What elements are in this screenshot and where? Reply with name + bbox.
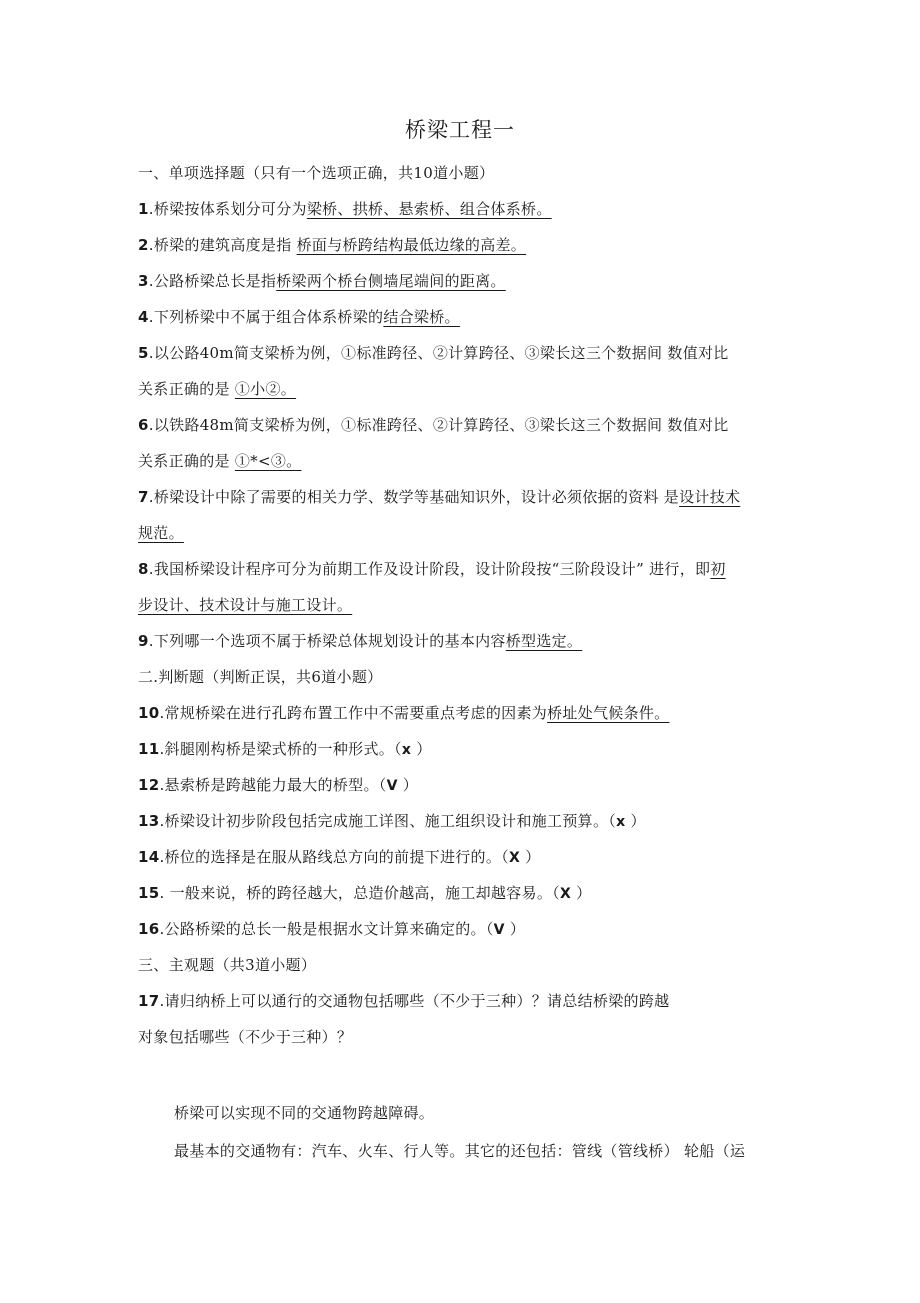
answer-paragraph-2: 最基本的交通物有：汽车、火车、行人等。其它的还包括：管线（管线桥） 轮船（运 bbox=[174, 1142, 746, 1160]
answer-text: 规范。 bbox=[138, 524, 184, 542]
answer-text: 结合梁桥。 bbox=[383, 308, 460, 326]
question-13 bbox=[138, 810, 646, 831]
question-number: 6 bbox=[138, 416, 149, 434]
question-5-line-1 bbox=[138, 342, 729, 363]
question-15 bbox=[138, 882, 591, 903]
answer-text: 桥型选定。 bbox=[505, 632, 583, 650]
question-text: 关系正确的是 bbox=[138, 380, 235, 398]
question-number: 9 bbox=[138, 632, 149, 650]
closing-paren: ） bbox=[625, 812, 646, 830]
answer-text: 梁桥、拱桥、悬索桥、组合体系桥。 bbox=[306, 200, 552, 218]
question-text: .以公路40m简支梁桥为例，①标准跨径、②计算跨径、③梁长这三个数据间 数值对比 bbox=[148, 344, 729, 362]
question-text: .桥位的选择是在服从路线总方向的前提下进行的。（ bbox=[159, 848, 509, 866]
question-number: 14 bbox=[138, 848, 160, 866]
question-text: .悬索桥是跨越能力最大的桥型。（ bbox=[159, 776, 387, 794]
question-text: .斜腿刚构桥是梁式桥的一种形式。（ bbox=[159, 740, 402, 758]
question-text: .桥梁设计中除了需要的相关力学、数学等基础知识外，设计必须依据的资料 是 bbox=[148, 488, 680, 506]
question-text: .常规桥梁在进行孔跨布置工作中不需要重点考虑的因素为 bbox=[159, 704, 548, 722]
question-text: .下列桥梁中不属于组合体系桥梁的 bbox=[148, 308, 384, 326]
question-text: .我国桥梁设计程序可分为前期工作及设计阶段，设计阶段按“三阶段设计” 进行，即 bbox=[148, 560, 711, 578]
question-number: 15 bbox=[138, 884, 160, 902]
question-text: .公路桥梁总长是指 bbox=[148, 272, 277, 290]
answer-mark: x bbox=[616, 814, 626, 830]
answer-mark: x bbox=[401, 742, 412, 758]
question-number: 4 bbox=[138, 308, 149, 326]
closing-paren: ） bbox=[504, 920, 526, 938]
question-text: .桥梁按体系划分可分为 bbox=[148, 200, 307, 218]
question-number: 11 bbox=[138, 740, 160, 758]
closing-paren: ） bbox=[520, 848, 541, 866]
question-17-line-1 bbox=[138, 990, 669, 1011]
question-text: 对象包括哪些（不少于三种）？ bbox=[138, 1028, 353, 1046]
question-number: 2 bbox=[138, 236, 149, 254]
answer-mark: X bbox=[559, 886, 572, 902]
question-text: .请归纳桥上可以通行的交通物包括哪些（不少于三种）？请总结桥梁的跨越 bbox=[159, 992, 670, 1010]
question-number: 13 bbox=[138, 812, 160, 830]
question-number: 8 bbox=[138, 560, 149, 578]
answer-text: 桥面与桥跨结构最低边缘的高差。 bbox=[296, 236, 527, 254]
question-4 bbox=[138, 306, 460, 327]
question-11 bbox=[138, 738, 432, 759]
question-1 bbox=[138, 198, 552, 219]
question-14 bbox=[138, 846, 540, 867]
question-number: 10 bbox=[138, 704, 160, 722]
question-6-line-1 bbox=[138, 414, 729, 435]
answer-paragraph-1: 桥梁可以实现不同的交通物跨越障碍。 bbox=[174, 1104, 435, 1122]
question-5-line-2 bbox=[138, 378, 296, 399]
answer-text: 步设计、技术设计与施工设计。 bbox=[138, 596, 353, 614]
answer-text: ①小②。 bbox=[234, 380, 297, 398]
answer-text: 初 bbox=[710, 560, 726, 578]
section-heading-subjective: 三、主观题（共3道小题） bbox=[138, 956, 317, 974]
question-text: .下列哪一个选项不属于桥梁总体规划设计的基本内容 bbox=[148, 632, 506, 650]
closing-paren: ） bbox=[571, 884, 592, 902]
question-text: . 一般来说，桥的跨径越大，总造价越高，施工却越容易。（ bbox=[159, 884, 560, 902]
closing-paren: ） bbox=[397, 776, 419, 794]
answer-mark: V bbox=[493, 922, 505, 938]
question-9 bbox=[138, 630, 582, 651]
question-number: 16 bbox=[138, 920, 160, 938]
answer-text: ①*<③。 bbox=[234, 452, 302, 470]
question-number: 5 bbox=[138, 344, 149, 362]
question-17-line-2 bbox=[138, 1026, 352, 1047]
question-3 bbox=[138, 270, 506, 291]
question-number: 1 bbox=[138, 200, 149, 218]
question-8-line-1 bbox=[138, 558, 726, 579]
question-text: 关系正确的是 bbox=[138, 452, 235, 470]
answer-mark: V bbox=[386, 778, 398, 794]
question-10 bbox=[138, 702, 669, 723]
question-7-line-1 bbox=[138, 486, 740, 507]
question-number: 17 bbox=[138, 992, 160, 1010]
question-text: .桥梁设计初步阶段包括完成施工详图、施工组织设计和施工预算。（ bbox=[159, 812, 617, 830]
answer-text: 桥址处气候条件。 bbox=[547, 704, 670, 722]
closing-paren: ） bbox=[411, 740, 432, 758]
question-number: 12 bbox=[138, 776, 160, 794]
question-8-line-2 bbox=[138, 594, 352, 615]
question-2 bbox=[138, 234, 526, 255]
answer-mark: X bbox=[508, 850, 521, 866]
document-title: 桥梁工程一 bbox=[405, 118, 515, 142]
question-number: 3 bbox=[138, 272, 149, 290]
question-12 bbox=[138, 774, 418, 795]
section-heading-single-choice: 一、单项选择题（只有一个选项正确，共10道小题） bbox=[138, 164, 495, 182]
question-6-line-2 bbox=[138, 450, 301, 471]
answer-text: 桥梁两个桥台侧墙尾端间的距离。 bbox=[276, 272, 506, 290]
question-number: 7 bbox=[138, 488, 149, 506]
question-text: .公路桥梁的总长一般是根据水文计算来确定的。（ bbox=[159, 920, 494, 938]
question-7-line-2 bbox=[138, 522, 184, 543]
question-text: .桥梁的建筑高度是指 bbox=[148, 236, 297, 254]
question-16 bbox=[138, 918, 525, 939]
question-text: .以铁路48m简支梁桥为例，①标准跨径、②计算跨径、③梁长这三个数据间 数值对比 bbox=[148, 416, 729, 434]
section-heading-true-false: 二.判断题（判断正误，共6道小题） bbox=[138, 668, 383, 686]
answer-text: 设计技术 bbox=[679, 488, 741, 506]
